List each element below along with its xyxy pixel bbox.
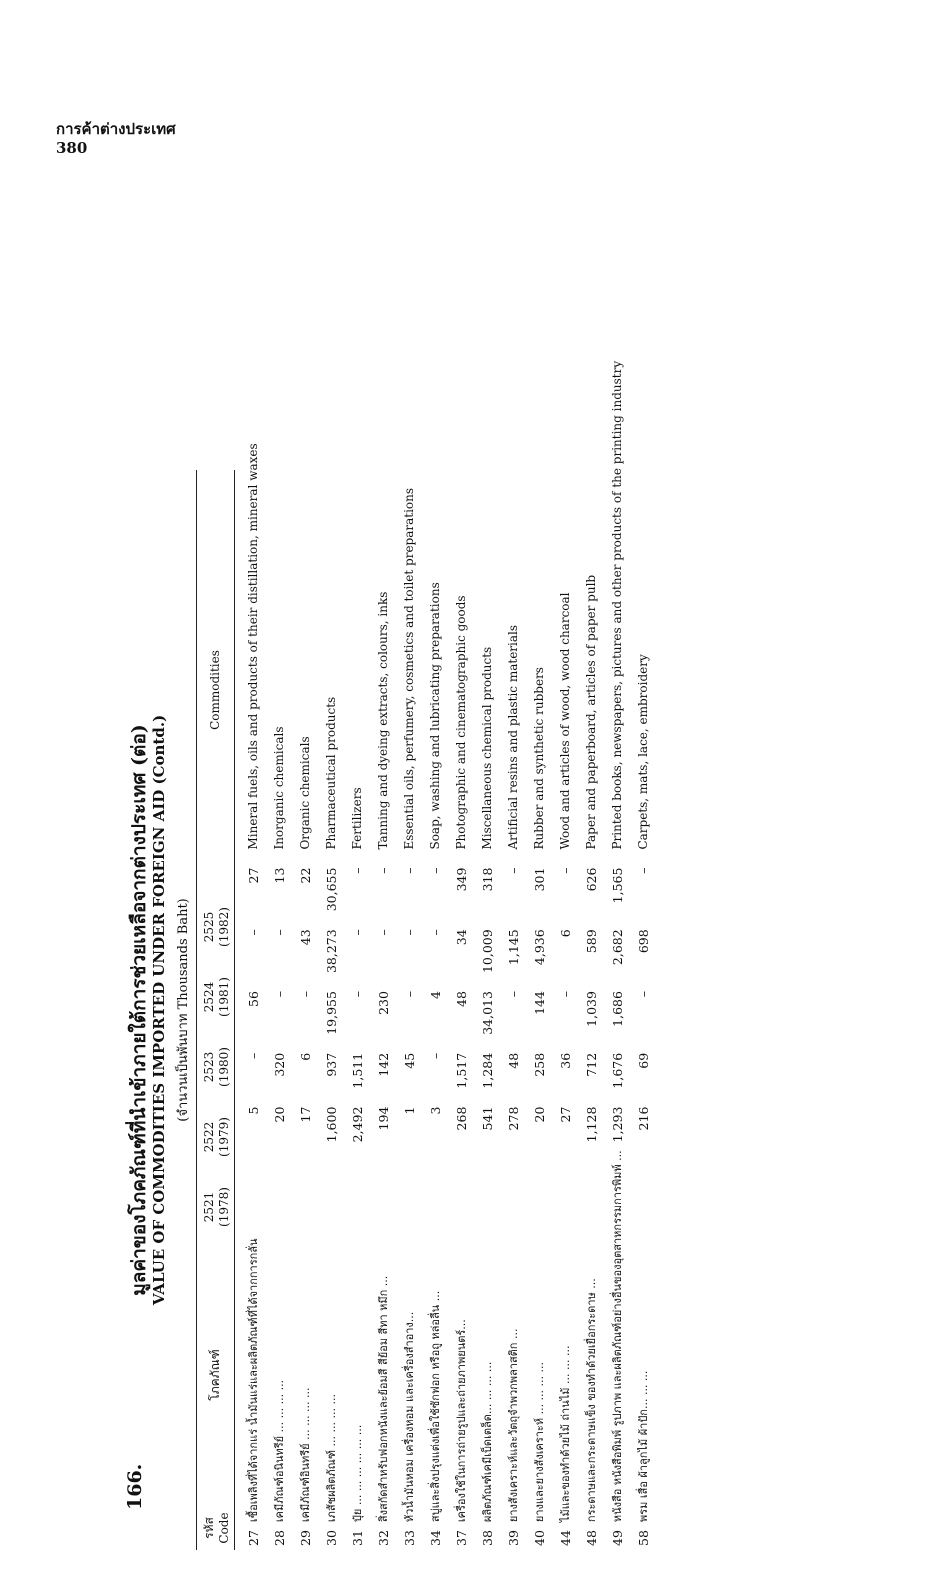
row-value: – [375, 867, 391, 874]
row-code: 34 [427, 1530, 443, 1546]
row-value: 1,284 [479, 1052, 495, 1089]
row-value: – [635, 867, 651, 874]
row-value: 27 [245, 867, 261, 884]
row-commodity-english: Organic chemicals [298, 736, 312, 850]
row-commodity-thai: ปุ๋ย ... ... ... ... ... ... [351, 1424, 364, 1523]
year-en: (1980) [217, 1047, 231, 1087]
row-commodity-thai: กระดาษและกระดาษแข็ง ของทำด้วยเยื่อกระดาษ ... [585, 1278, 598, 1523]
row-value: 541 [479, 1106, 495, 1131]
row-value: 4,936 [531, 929, 547, 966]
row-value: 2,682 [609, 929, 625, 966]
row-commodity-english: Artificial resins and plastic materials [506, 624, 520, 850]
row-commodity-thai: พรม เสื่อ ผ้าลูกไม้ ผ้าปัก... ... ... [637, 1370, 650, 1523]
row-value: – [245, 929, 261, 936]
table-row [240, 357, 266, 1550]
header-rule [234, 470, 235, 1550]
row-value: – [349, 991, 365, 998]
row-value: 5 [245, 1106, 261, 1115]
row-commodity-english: Pharmaceutical products [324, 696, 338, 850]
year-th: 2523 [202, 1051, 216, 1083]
row-value: 20 [271, 1106, 287, 1123]
table-row [292, 357, 318, 1550]
row-value: 6 [557, 929, 573, 938]
row-commodity-english: Essential oils, perfumery, cosmetics and toilet preparations [402, 487, 416, 850]
row-value: 1 [401, 1106, 417, 1115]
row-value: 320 [271, 1052, 287, 1077]
year-en: (1982) [217, 907, 231, 947]
row-value: 144 [531, 991, 547, 1015]
row-commodity-english: Tanning and dyeing extracts, colours, inks [376, 591, 390, 850]
row-code: 38 [479, 1530, 495, 1546]
row-value: – [427, 867, 443, 874]
row-value: 30,655 [323, 867, 339, 912]
unit-note: (จำนวนเป็นพันบาท Thousands Baht) [176, 898, 191, 1122]
row-value: 589 [583, 929, 599, 954]
row-value: 712 [583, 1052, 599, 1077]
header-code-en: Code [217, 1512, 231, 1544]
row-code: 44 [557, 1530, 573, 1546]
table-row [422, 357, 448, 1550]
row-value: 1,686 [609, 991, 625, 1027]
row-value: – [427, 929, 443, 936]
header-year-1982 [202, 892, 232, 962]
row-value: 34,013 [479, 991, 495, 1035]
header-commodity-en: Commodities [208, 650, 222, 730]
row-value: 43 [297, 929, 313, 946]
row-commodity-thai: สบู่และสิ่งปรุงแต่งเพื่อใช้ซักฟอก หรือถู หล่อลื่น ... [429, 1290, 442, 1523]
year-en: (1979) [217, 1117, 231, 1157]
row-value: – [349, 929, 365, 936]
table-row [630, 357, 656, 1550]
table-number: 166. [124, 1463, 146, 1510]
table-row [526, 357, 552, 1550]
row-value: 142 [375, 1052, 391, 1077]
row-value: – [349, 867, 365, 874]
header-year-1981 [202, 962, 232, 1032]
row-value: 1,565 [609, 867, 625, 904]
row-value: 1,676 [609, 1052, 625, 1089]
row-commodity-thai: เครื่องใช้ในการถ่ายรูปและถ่ายภาพยนตร์... [455, 1319, 468, 1523]
row-value: 10,009 [479, 929, 495, 974]
row-code: 58 [635, 1530, 651, 1546]
table-row [370, 357, 396, 1550]
header-code-th: รหัส [202, 1517, 216, 1539]
header-year-1979 [202, 1102, 232, 1172]
header-year-1978 [202, 1172, 232, 1242]
row-commodity-thai: สิ่งสกัดสำหรับฟอกหนังและย้อมสี สีย้อม สีทา หมึก ... [377, 1275, 390, 1523]
page-number: 380 [56, 139, 88, 157]
table-row [578, 357, 604, 1550]
table-row [344, 357, 370, 1550]
row-value: – [505, 991, 521, 998]
row-value: 45 [401, 1052, 417, 1069]
row-commodity-thai: หัวน้ำมันหอม เครื่องหอม และเครื่องสำอาง... [403, 1311, 416, 1523]
row-value: 1,517 [453, 1052, 469, 1089]
row-code: 27 [245, 1530, 261, 1546]
row-value: 19,955 [323, 991, 339, 1035]
row-value: 36 [557, 1052, 573, 1069]
row-value: 17 [297, 1106, 313, 1123]
table-row [448, 357, 474, 1550]
year-th: 2524 [202, 981, 216, 1013]
table-row [266, 357, 292, 1550]
row-value: – [401, 991, 417, 998]
title-english: VALUE OF COMMODITIES IMPORTED UNDER FOREIGN AID (Contd.) [150, 714, 168, 1306]
row-commodity-thai: ยางสังเคราะห์และวัตถุจำพวกพลาสติก ... [507, 1328, 520, 1523]
commodities-table [240, 357, 656, 1550]
row-commodity-english: Fertilizers [350, 787, 364, 850]
row-value: 626 [583, 867, 599, 892]
row-value: 1,145 [505, 929, 521, 966]
row-commodity-thai: ยางและยางสังเคราะห์ ... ... ... ... [533, 1361, 546, 1523]
row-value: – [271, 929, 287, 936]
row-commodity-english: Carpets, mats, lace, embroidery [636, 654, 650, 850]
section-name: การค้าต่างประเทศ [56, 120, 176, 138]
year-en: (1981) [217, 977, 231, 1017]
row-commodity-english: Mineral fuels, oils and products of their distillation, mineral waxes [246, 443, 260, 850]
row-commodity-english: Printed books, newspapers, pictures and other products of the printing industry [610, 360, 624, 850]
row-value: 301 [531, 867, 547, 892]
page-header [56, 120, 176, 158]
row-commodity-thai: เชื้อเพลิงที่ได้จากแร่ น้ำมันแร่และผลิตภัณฑ์ที่ได้จากการกลั่น [247, 1238, 260, 1523]
row-value: – [557, 867, 573, 874]
row-value: 1,511 [349, 1052, 365, 1089]
row-value: 258 [531, 1052, 547, 1077]
row-value: 1,128 [583, 1106, 599, 1143]
row-value: – [297, 991, 313, 998]
row-value: 2,492 [349, 1106, 365, 1143]
row-commodity-english: Paper and paperboard, articles of paper pulb [584, 574, 598, 850]
row-code: 28 [271, 1530, 287, 1546]
row-value: 1,293 [609, 1106, 625, 1143]
title-thai: มูลค่าของโภคภัณฑ์ที่นำเข้าภายใต้การช่วยเหลือจากต่างประเทศ (ต่อ) [128, 724, 150, 1296]
rotated-table-page [110, 360, 830, 1570]
row-value: 216 [635, 1106, 651, 1131]
row-value: – [557, 991, 573, 998]
row-commodity-thai: เคมีภัณฑ์อนินทรีย์ ... ... ... ... [273, 1379, 286, 1523]
row-value: 268 [453, 1106, 469, 1131]
row-value: 22 [297, 867, 313, 884]
table-row [604, 357, 630, 1550]
row-value: – [401, 867, 417, 874]
row-value: – [271, 991, 287, 998]
row-commodity-english: Photographic and cinematographic goods [454, 595, 468, 850]
row-value: 34 [453, 929, 469, 946]
row-value: – [635, 991, 651, 998]
row-code: 31 [349, 1530, 365, 1546]
table-row [552, 357, 578, 1550]
row-commodity-thai: เภสัชผลิตภัณฑ์ ... ... ... ... [325, 1394, 338, 1523]
row-value: 6 [297, 1052, 313, 1061]
year-th: 2525 [202, 911, 216, 943]
row-code: 49 [609, 1530, 625, 1546]
row-value: 56 [245, 991, 261, 1007]
table-row [474, 357, 500, 1550]
table-row [318, 357, 344, 1550]
row-value: – [401, 929, 417, 936]
row-commodity-english: Miscellaneous chemical products [480, 646, 494, 850]
row-code: 29 [297, 1530, 313, 1546]
row-value: 27 [557, 1106, 573, 1123]
row-value: – [427, 1052, 443, 1060]
row-value: 20 [531, 1106, 547, 1123]
row-value: – [375, 929, 391, 936]
row-value: 69 [635, 1052, 651, 1069]
table-row [396, 357, 422, 1550]
row-code: 39 [505, 1530, 521, 1546]
row-value: 278 [505, 1106, 521, 1131]
table-row [500, 357, 526, 1550]
row-value: 318 [479, 867, 495, 892]
row-value: 194 [375, 1106, 391, 1131]
row-value: 1,039 [583, 991, 599, 1027]
row-commodity-thai: เคมีภัณฑ์อินทรีย์ ... ... ... ... [299, 1387, 312, 1523]
row-code: 48 [583, 1530, 599, 1546]
row-value: 3 [427, 1106, 443, 1115]
row-value: – [245, 1052, 261, 1060]
row-commodity-thai: หนังสือ หนังสือพิมพ์ รูปภาพ และผลิตภัณฑ์อย่างอื่นของอุตสาหกรรมการพิมพ์ ... [611, 1150, 624, 1523]
row-code: 30 [323, 1530, 339, 1546]
row-value: 48 [505, 1052, 521, 1069]
row-value: 937 [323, 1052, 339, 1077]
row-commodity-english: Soap, washing and lubricating preparations [428, 582, 442, 850]
row-commodity-english: Wood and articles of wood, wood charcoal [558, 592, 572, 850]
row-value: 4 [427, 991, 443, 999]
row-value: – [505, 867, 521, 874]
year-en: (1978) [217, 1187, 231, 1227]
header-commodity-th: โภคภัณฑ์ [208, 1349, 222, 1401]
row-commodity-english: Rubber and synthetic rubbers [532, 667, 546, 850]
year-th: 2522 [202, 1121, 216, 1153]
header-year-1980 [202, 1032, 232, 1102]
row-commodity-thai: ผลิตภัณฑ์เคมีเบ็ดเตล็ด... ... ... ... [481, 1361, 494, 1523]
row-value: 1,600 [323, 1106, 339, 1143]
header-code [202, 1508, 232, 1548]
row-value: 230 [375, 991, 391, 1015]
row-commodity-thai: ไม้และของทำด้วยไม้ ถ่านไม้ ... ... ... [559, 1345, 572, 1523]
row-value: 48 [453, 991, 469, 1007]
row-code: 40 [531, 1530, 547, 1546]
row-code: 37 [453, 1530, 469, 1546]
top-rule [196, 470, 197, 1550]
row-value: 38,273 [323, 929, 339, 974]
year-th: 2521 [202, 1191, 216, 1223]
row-value: 349 [453, 867, 469, 892]
row-code: 32 [375, 1530, 391, 1546]
row-commodity-english: Inorganic chemicals [272, 726, 286, 850]
row-value: 698 [635, 929, 651, 954]
row-code: 33 [401, 1530, 417, 1546]
row-value: 13 [271, 867, 287, 884]
